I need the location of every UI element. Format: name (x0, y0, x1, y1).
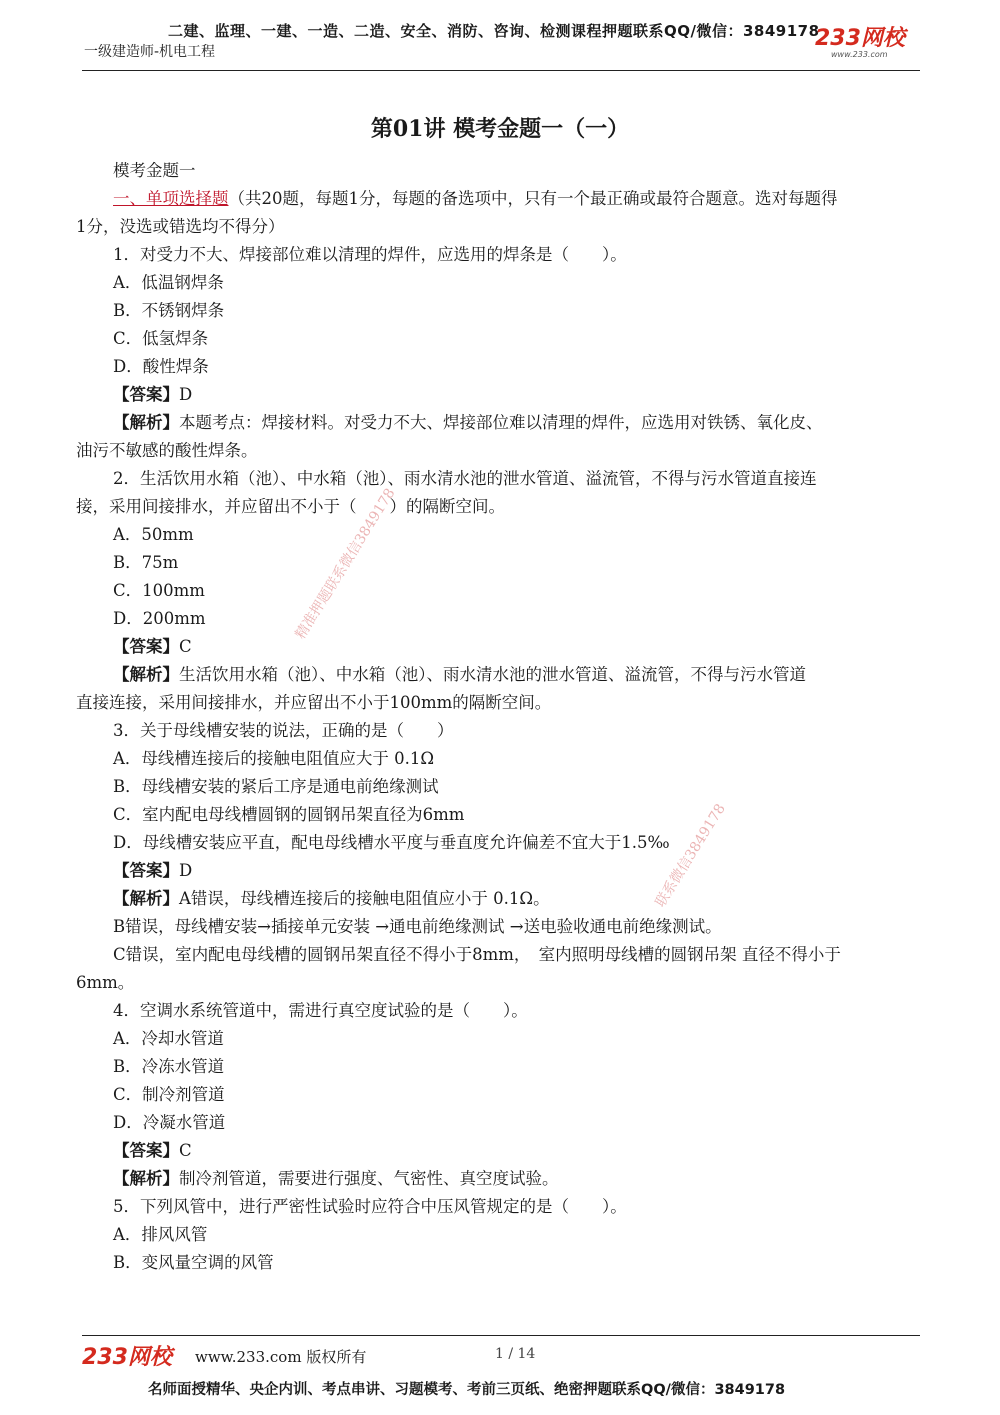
question-2-analysis-cont: 直接连接，采用间接排水，并应留出不小于100mm的隔断空间。 (76, 693, 552, 712)
question-3-option-b: B．母线槽安装的紧后工序是通电前绝缘测试 (113, 777, 439, 796)
question-2-stem-cont: 接，采用间接排水，并应留出不小于（ ）的隔断空间。 (76, 497, 505, 516)
question-4-option-b: B．冷冻水管道 (113, 1057, 225, 1076)
question-3-option-d: D．母线槽安装应平直，配电母线槽水平度与垂直度允许偏差不宜大于1.5‰ (113, 833, 670, 852)
question-5-stem: 5．下列风管中，进行严密性试验时应符合中压风管规定的是（ ）。 (113, 1197, 627, 1216)
question-1-analysis-cont: 油污不敏感的酸性焊条。 (76, 441, 258, 460)
question-4-option-a: A．冷却水管道 (113, 1029, 224, 1048)
question-2-stem: 2．生活饮用水箱（池）、中水箱（池）、雨水清水池的泄水管道、溢流管，不得与污水管道直接连 (113, 469, 817, 488)
question-1-option-b: B．不锈钢焊条 (113, 301, 225, 320)
top-banner: 二建、监理、一建、一造、二造、安全、消防、咨询、检测课程押题联系QQ/微信：3849178 (168, 22, 820, 40)
analysis-text: 制冷剂管道，需要进行强度、气密性、真空度试验。 (179, 1169, 559, 1188)
question-2-option-a: A．50mm (113, 525, 194, 544)
subject-label: 一级建造师-机电工程 (84, 44, 216, 60)
question-4-answer (76, 1137, 928, 1165)
bottom-banner: 名师面授精华、央企内训、考点串讲、习题模考、考前三页纸、绝密押题联系QQ/微信：3849178 (148, 1382, 786, 1398)
answer-label: 【答案】 (113, 861, 179, 880)
question-4-analysis (76, 1165, 928, 1193)
analysis-label: 【解析】 (113, 1169, 179, 1188)
answer-value: C (179, 637, 192, 656)
question-3-option-a: A．母线槽连接后的接触电阻值应大于 0.1Ω (113, 749, 435, 768)
analysis-text: A错误，母线槽连接后的接触电阻值应小于 0.1Ω。 (179, 889, 550, 908)
part-desc-2: 1分，没选或错选均不得分） (76, 217, 285, 236)
analysis-label: 【解析】 (113, 889, 179, 908)
question-3-analysis-c: C错误，室内配电母线槽的圆钢吊架直径不得小于8mm， 室内照明母线槽的圆钢吊架 直径不得小于 (113, 945, 841, 964)
question-1-option-a: A．低温钢焊条 (113, 273, 224, 292)
logo-text: 233网校 (815, 26, 905, 51)
question-2-option-d: D．200mm (113, 609, 206, 628)
answer-value: D (179, 385, 193, 404)
section-label: 模考金题一 (113, 161, 196, 180)
analysis-text: 本题考点：焊接材料。对受力不大、焊接部位难以清理的焊件，应选用对铁锈、氧化皮、 (179, 413, 823, 432)
watermark: 联系微信3849178 (652, 801, 729, 911)
question-1-answer (76, 381, 928, 409)
question-3-stem: 3．关于母线槽安装的说法，正确的是（ ） (113, 721, 454, 740)
footer-divider (82, 1335, 920, 1336)
question-1-option-c: C．低氢焊条 (113, 329, 209, 348)
question-3-option-c: C．室内配电母线槽圆钢的圆钢吊架直径为6mm (113, 805, 465, 824)
analysis-text: 生活饮用水箱（池）、中水箱（池）、雨水清水池的泄水管道、溢流管，不得与污水管道 (179, 665, 806, 684)
question-3-analysis-c-cont: 6mm。 (76, 973, 135, 992)
logo-233 (815, 28, 920, 64)
document-body (76, 157, 928, 1277)
question-4-option-c: C．制冷剂管道 (113, 1085, 225, 1104)
question-1-stem: 1．对受力不大、焊接部位难以清理的焊件，应选用的焊条是（ ）。 (113, 245, 627, 264)
watermark: 精准押题联系微信3849178 (292, 485, 399, 643)
question-3-analysis-b: B错误，母线槽安装→插接单元安装 →通电前绝缘测试 →送电验收通电前绝缘测试。 (113, 917, 722, 936)
answer-label: 【答案】 (113, 385, 179, 404)
question-1-analysis (76, 409, 928, 437)
logo-url: www.233.com (831, 50, 888, 59)
question-3-answer (76, 857, 928, 885)
footer-logo: 233网校 (82, 1345, 172, 1370)
header-divider (82, 70, 920, 71)
analysis-label: 【解析】 (113, 413, 179, 432)
page-number: 1 / 14 (495, 1346, 536, 1362)
part-intro (76, 185, 928, 213)
answer-label: 【答案】 (113, 637, 179, 656)
question-2-option-c: C．100mm (113, 581, 205, 600)
answer-value: C (179, 1141, 192, 1160)
question-5-option-b: B．变风量空调的风管 (113, 1253, 274, 1272)
part-title: 一、单项选择题 (113, 189, 229, 208)
question-5-option-a: A．排风风管 (113, 1225, 208, 1244)
part-desc-1: （共20题，每题1分，每题的备选项中，只有一个最正确或最符合题意。选对每题得 (228, 189, 838, 208)
question-2-option-b: B．75m (113, 553, 179, 572)
footer-copyright: www.233.com 版权所有 (195, 1348, 367, 1366)
analysis-label: 【解析】 (113, 665, 179, 684)
question-4-option-d: D．冷凝水管道 (113, 1113, 226, 1132)
question-4-stem: 4．空调水系统管道中，需进行真空度试验的是（ ）。 (113, 1001, 528, 1020)
question-2-analysis (76, 661, 928, 689)
answer-label: 【答案】 (113, 1141, 179, 1160)
question-1-option-d: D．酸性焊条 (113, 357, 209, 376)
page-title: 第01讲 模考金题一（一） (370, 116, 630, 142)
question-2-answer (76, 633, 928, 661)
question-3-analysis (76, 885, 928, 913)
answer-value: D (179, 861, 193, 880)
